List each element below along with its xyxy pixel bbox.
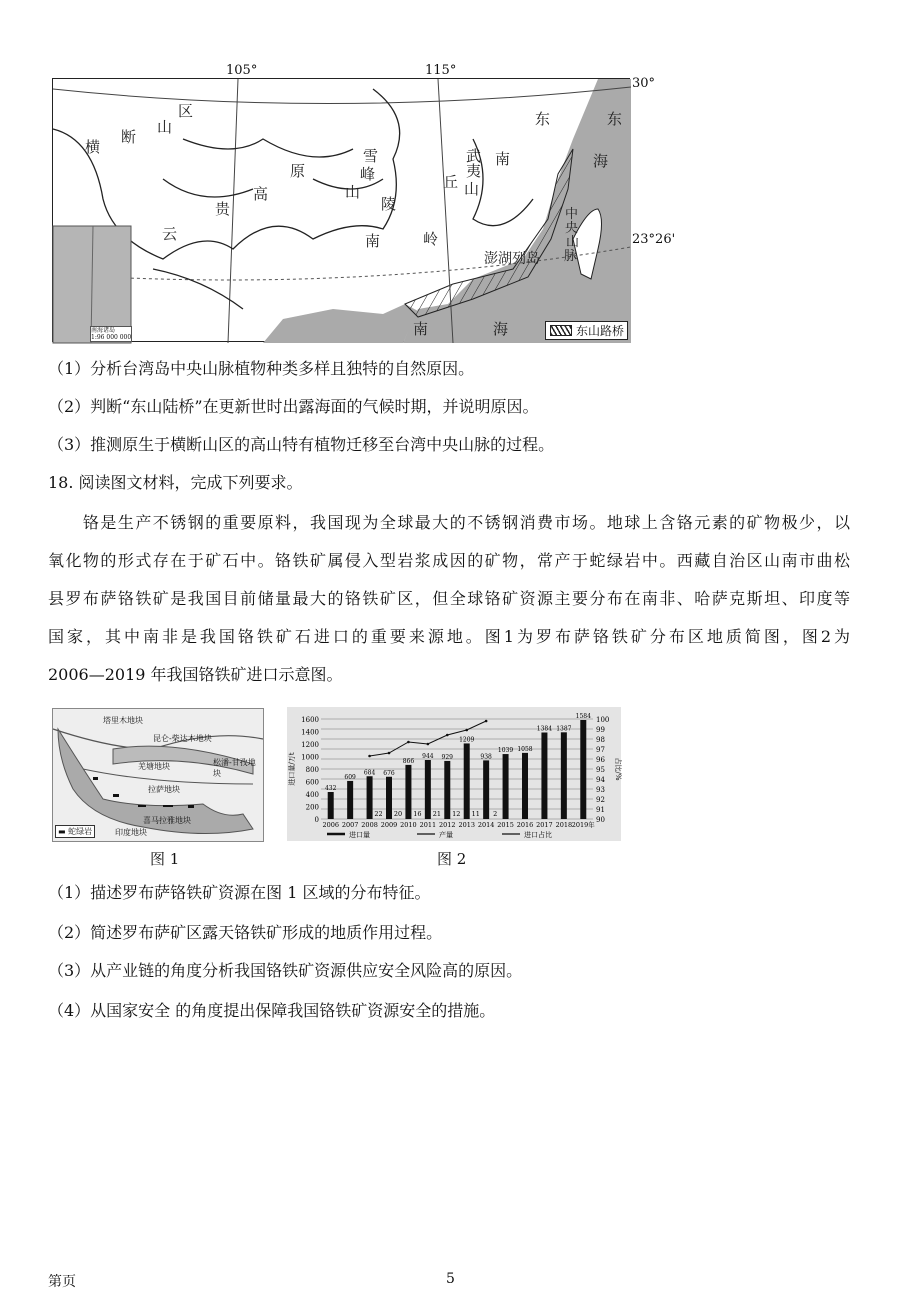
x-tick-label: 2011 [419, 821, 437, 829]
map-label: 南 [495, 150, 511, 168]
lat-30-label: 30° [632, 76, 656, 91]
geo-label: 喜马拉雅地块 [143, 816, 191, 825]
geo-label: 松潘-甘孜地块 [213, 758, 256, 778]
paragraph-line: 铬是生产不锈钢的重要原料，我国现为全球最大的不锈钢消费市场。地球上含铬元素的矿物极少，以 [48, 513, 850, 532]
bar-value-label: 1039 [497, 747, 514, 755]
bar-import [386, 777, 392, 819]
bar-import [444, 761, 450, 819]
production-value-label: 21 [432, 810, 441, 818]
question-17-2: （2）判断“东山陆桥”在更新世时出露海面的气候时期，并说明原因。 [48, 397, 539, 416]
y-axis-label: 进口量/万t [288, 752, 296, 786]
y2-tick-label: 94 [596, 776, 605, 784]
map-label: 南 [413, 320, 429, 338]
question-17-3: （3）推测原生于横断山区的高山特有植物迁移至台湾中央山脉的过程。 [48, 435, 555, 454]
x-tick-label: 2014 [477, 821, 495, 829]
production-value-label: 16 [413, 810, 422, 818]
bar-value-label: 1209 [459, 736, 475, 744]
y2-tick-label: 90 [596, 816, 605, 824]
map-label: 武 [466, 147, 482, 165]
map-label: 高 [253, 185, 269, 203]
map-label: 岭 [423, 230, 439, 248]
question-18-title: 18. 阅读图文材料，完成下列要求。 [48, 473, 303, 492]
question-17-1: （1）分析台湾岛中央山脉植物种类多样且独特的自然原因。 [48, 359, 475, 378]
bar-value-label: 1584 [575, 713, 591, 720]
y2-tick-label: 95 [596, 766, 605, 774]
hatch-swatch-icon [550, 325, 572, 336]
inset-scale: 1:96 000 000 [91, 334, 132, 341]
production-value-label: 11 [471, 810, 480, 818]
geo-label: 昆仑-柴达木地块 [153, 734, 212, 743]
x-tick-label: 2019年 [571, 821, 595, 829]
paragraph-line: 县罗布萨铬铁矿是我国目前储量最大的铬铁矿区，但全球铬矿资源主要分布在南非、哈萨克斯坦、印度等 [48, 589, 850, 608]
footer-label: 第页 [48, 1274, 76, 1290]
y-tick-label: 1600 [301, 716, 319, 724]
bar-import [347, 781, 353, 819]
lon-115-label: 115° [425, 63, 457, 78]
bar-value-label: 676 [383, 769, 395, 777]
x-tick-label: 2008 [361, 821, 378, 829]
inset-title: 南海诸岛 [91, 327, 116, 334]
x-tick-label: 2017 [536, 821, 553, 829]
map-legend [545, 321, 628, 340]
y2-tick-label: 99 [596, 726, 605, 734]
geo-label: 拉萨地块 [148, 785, 180, 794]
production-value-label: 2 [493, 810, 498, 818]
question-18-1: （1）描述罗布萨铬铁矿资源在图 1 区域的分布特征。 [48, 883, 431, 902]
map-label: 贵 [215, 200, 231, 218]
legend-label: 东山路桥 [576, 324, 625, 338]
bar-import [483, 760, 489, 819]
bar-value-label: 1387 [556, 725, 572, 733]
fig1-legend: ▬ 蛇绿岩 [55, 825, 95, 838]
x-tick-label: 2012 [439, 821, 456, 829]
paragraph-line: 国家，其中南非是我国铬铁矿石进口的重要来源地。图1为罗布萨铬铁矿分布区地质简图，图2为 [48, 627, 850, 646]
legend-label: 进口占比 [524, 831, 552, 839]
y2-tick-label: 97 [596, 746, 605, 754]
bar-import [541, 733, 547, 820]
x-tick-label: 2007 [341, 821, 359, 829]
bar-value-label: 1058 [517, 745, 533, 753]
figure-1-geology-map [52, 708, 264, 842]
map-label: 海 [493, 320, 509, 338]
bar-import [522, 753, 528, 819]
map-label: 原 [290, 162, 306, 180]
y-tick-label: 600 [305, 778, 319, 787]
map-label: 陵 [381, 195, 397, 213]
legend-label: 进口量 [349, 831, 370, 839]
bar-value-label: 684 [363, 769, 376, 777]
map-label: 中 [565, 207, 579, 222]
y-tick-label: 400 [305, 791, 319, 799]
question-18-4: （4）从国家安全 的角度提出保障我国铬铁矿资源安全的措施。 [48, 1001, 496, 1020]
y-tick-label: 0 [314, 816, 319, 824]
map-label: 东 [535, 110, 551, 128]
y2-tick-label: 91 [596, 806, 605, 814]
figure-2-caption: 图 2 [437, 850, 467, 868]
lat-tropic-label: 23°26' [632, 232, 676, 247]
x-tick-label: 2016 [516, 821, 534, 829]
legend-label: 产量 [439, 831, 453, 839]
y-tick-label: 1200 [301, 741, 319, 749]
map-label: 脉 [564, 249, 578, 264]
y-tick-label: 1000 [301, 753, 319, 762]
geo-label: 羌塘地块 [138, 762, 170, 771]
paragraph-line: 2006—2019 年我国铬铁矿进口示意图。 [48, 665, 343, 684]
y-tick-label: 800 [305, 766, 319, 774]
map-label: 央 [565, 221, 579, 236]
map-label: 山 [157, 118, 173, 136]
production-value-label: 22 [374, 810, 383, 818]
map-label: 丘 [443, 173, 459, 191]
map-label: 雪 [363, 147, 379, 165]
bar-import [425, 760, 431, 819]
x-tick-label: 2018 [555, 821, 573, 829]
map-label: 山 [464, 180, 480, 198]
map-label: 海 [593, 152, 609, 170]
question-18-2: （2）简述罗布萨矿区露天铬铁矿形成的地质作用过程。 [48, 923, 443, 942]
y2-tick-label: 96 [596, 756, 605, 764]
map-label: 夷 [466, 162, 482, 180]
map-label-penghu: 澎湖列岛 [484, 251, 540, 267]
y2-tick-label: 100 [596, 716, 610, 724]
map-label: 山 [345, 183, 361, 201]
bar-value-label: 432 [324, 785, 337, 792]
bar-value-label: 944 [422, 753, 434, 760]
bar-value-label: 929 [441, 753, 454, 761]
inset-label [90, 326, 132, 342]
figure-1-caption: 图 1 [150, 850, 180, 868]
bar-import [367, 776, 373, 819]
map-label: 区 [178, 102, 194, 120]
y2-tick-label: 93 [596, 786, 605, 794]
bar-value-label: 609 [344, 773, 356, 781]
y2-tick-label: 92 [596, 796, 605, 804]
bar-import [561, 732, 567, 819]
map-label: 峰 [360, 165, 376, 183]
bar-import [580, 720, 586, 819]
map-label: 山 [566, 235, 580, 250]
geo-label: 塔里木地块 [103, 716, 143, 725]
bar-import [405, 765, 411, 819]
map-label: 横 [85, 138, 101, 156]
bar-import [464, 743, 470, 819]
map-label: 云 [162, 225, 178, 243]
bar-value-label: 866 [402, 757, 415, 765]
page-number: 5 [446, 1271, 455, 1287]
fig1-legend-label: 蛇绿岩 [68, 827, 93, 836]
y-tick-label: 200 [305, 803, 319, 812]
bar-import [503, 754, 509, 819]
bar-value-label: 938 [480, 753, 492, 761]
production-value-label: 20 [393, 810, 403, 818]
production-value-label: 12 [452, 810, 461, 818]
paragraph-line: 氧化物的形式存在于矿石中。铬铁矿属侵入型岩浆成因的矿物，常产于蛇绿岩中。西藏自治区山南市曲松 [48, 551, 850, 570]
y2-tick-label: 98 [596, 736, 605, 744]
x-tick-label: 2013 [458, 821, 475, 829]
figure-2-chart [287, 707, 621, 841]
x-tick-label: 2006 [322, 821, 339, 829]
x-tick-label: 2009 [380, 821, 398, 829]
bar-import [328, 792, 334, 819]
x-tick-label: 2015 [497, 821, 514, 829]
map-label: 东 [607, 110, 623, 128]
map-label: 断 [121, 128, 137, 146]
map-label: 南 [365, 232, 381, 250]
chart-svg [287, 707, 621, 841]
geo-label: 印度地块 [115, 828, 147, 837]
x-tick-label: 2010 [400, 821, 417, 829]
lon-105-label: 105° [226, 63, 258, 78]
question-18-3: （3）从产业链的角度分析我国铬铁矿资源供应安全风险高的原因。 [48, 961, 523, 980]
y2-axis-label: 占比/% [614, 757, 622, 781]
bar-value-label: 1384 [536, 725, 553, 733]
y-tick-label: 1400 [301, 728, 319, 737]
